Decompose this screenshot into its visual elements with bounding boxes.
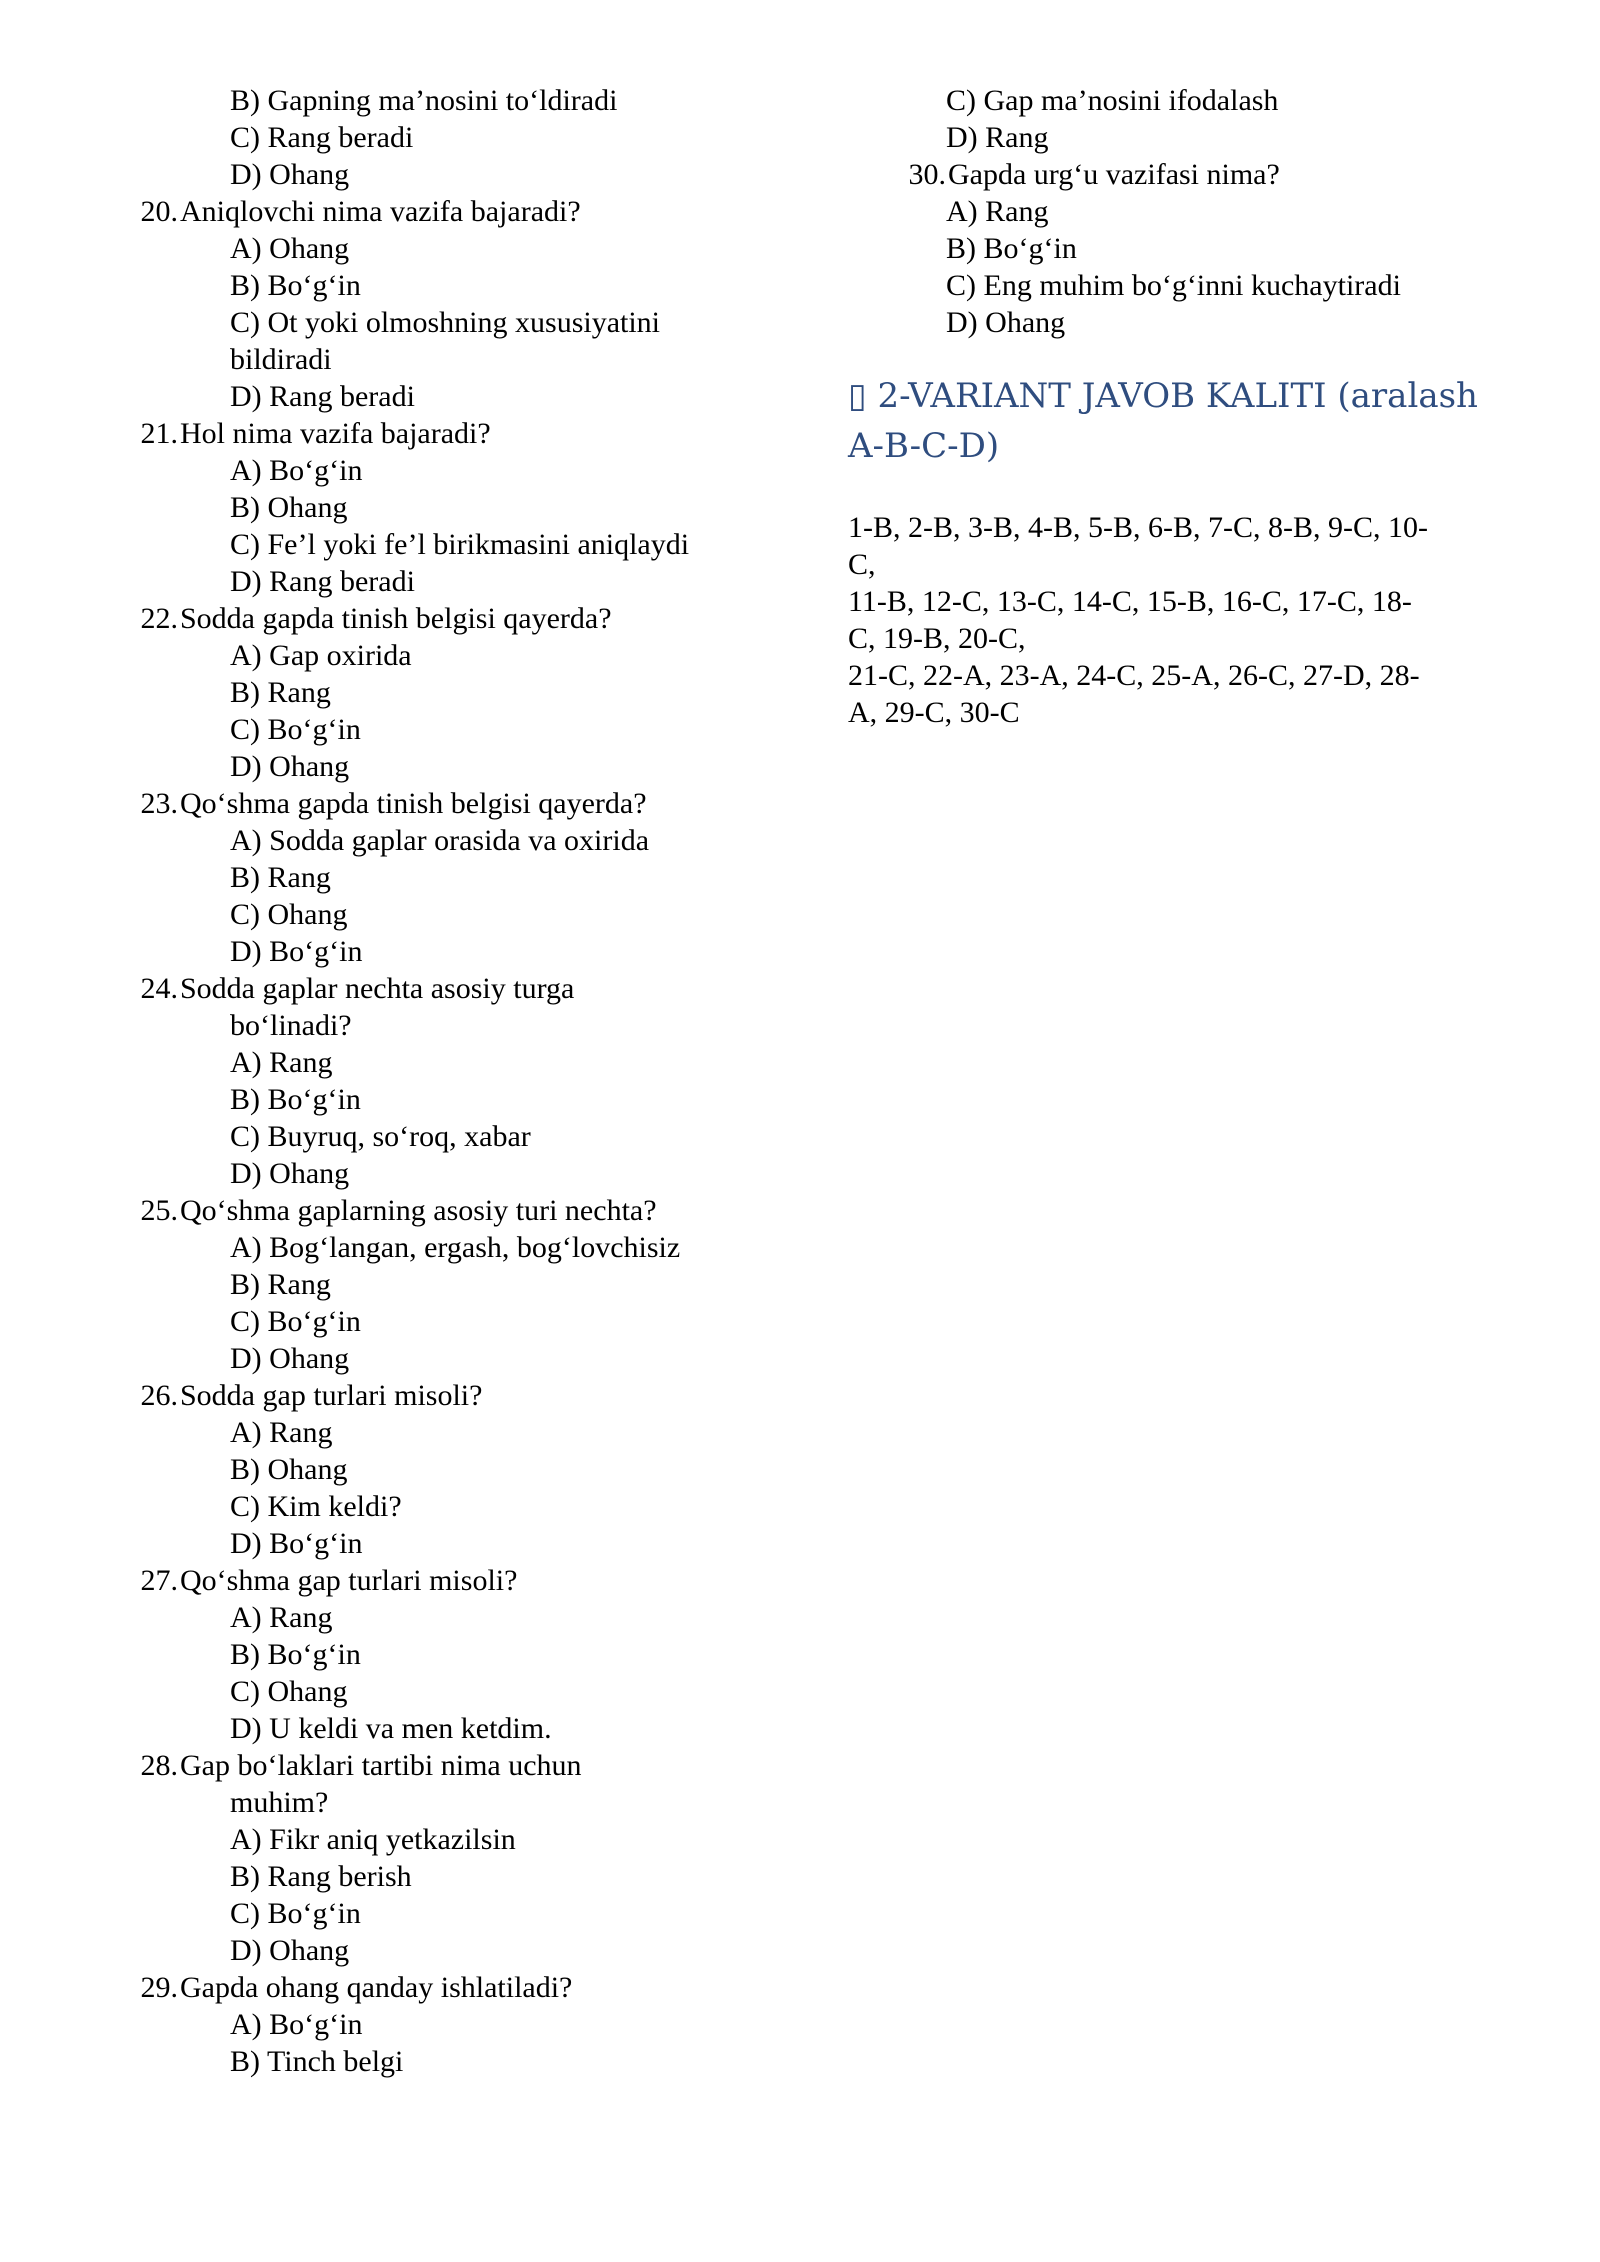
option-line: B) Bo‘g‘in (230, 1083, 361, 1116)
answer-key-line: 11-B, 12-C, 13-C, 14-C, 15-B, 16-C, 17-C, 18- (848, 585, 1412, 618)
question-number: 26. (140, 1379, 178, 1412)
option-line: C) Ohang (230, 1675, 348, 1708)
question-25 (140, 1192, 778, 1229)
question-text: Aniqlovchi nima vazifa bajaradi? (180, 195, 581, 228)
question-22 (140, 600, 778, 637)
option-line: D) Ohang (230, 1934, 350, 1967)
option-line: B) Bo‘g‘in (230, 1638, 361, 1671)
question-number: 28. (140, 1749, 178, 1782)
option-line: C) Ot yoki olmoshning xususiyatini (230, 306, 661, 339)
answer-key-line: C, (848, 548, 876, 581)
question-20 (140, 193, 778, 230)
option-line: D) Ohang (230, 750, 350, 783)
option-line: B) Gapning ma’nosini to‘ldiradi (230, 84, 618, 117)
option-line: A) Rang (230, 1046, 333, 1079)
heading-line: A-B-C-D) (848, 426, 1000, 466)
option-line: B) Rang (230, 861, 331, 894)
answer-key-line: A, 29-C, 30-C (848, 696, 1020, 729)
question-number: 30. (908, 158, 946, 191)
option-line: B) Bo‘g‘in (230, 269, 361, 302)
question-27 (140, 1562, 778, 1599)
answer-key-line: 21-C, 22-A, 23-A, 24-C, 25-A, 26-C, 27-D, 28- (848, 659, 1420, 692)
option-line: C) Ohang (230, 898, 348, 931)
question-23 (140, 785, 778, 822)
question-text: Gapda ohang qanday ishlatiladi? (180, 1971, 573, 2004)
question-text-continued: bo‘linadi? (230, 1009, 352, 1042)
question-text: Qo‘shma gapda tinish belgisi qayerda? (180, 787, 647, 820)
option-line: D) Rang beradi (230, 565, 415, 598)
question-text-continued: muhim? (230, 1786, 329, 1819)
question-number: 22. (140, 602, 178, 635)
question-number: 20. (140, 195, 178, 228)
option-line: bildiradi (230, 343, 332, 376)
option-line: C) Fe’l yoki fe’l birikmasini aniqlaydi (230, 528, 690, 561)
option-line: B) Ohang (230, 1453, 348, 1486)
question-text: Sodda gaplar nechta asosiy turga (180, 972, 575, 1005)
option-line: C) Kim keldi? (230, 1490, 402, 1523)
question-number: 29. (140, 1971, 178, 2004)
option-line: A) Rang (946, 195, 1049, 228)
option-line: A) Ohang (230, 232, 350, 265)
question-text: Sodda gapda tinish belgisi qayerda? (180, 602, 612, 635)
option-line: C) Bo‘g‘in (230, 1897, 361, 1930)
option-line: B) Rang (230, 676, 331, 709)
answer-key (848, 509, 1488, 731)
option-line: A) Sodda gaplar orasida va oxirida (230, 824, 650, 857)
option-line: C) Rang beradi (230, 121, 414, 154)
question-text: Gapda urg‘u vazifasi nima? (948, 158, 1280, 191)
question-24 (140, 970, 778, 1007)
question-number: 25. (140, 1194, 178, 1227)
option-line: A) Bo‘g‘in (230, 2008, 363, 2041)
question-number: 24. (140, 972, 178, 1005)
option-line: A) Fikr aniq yetkazilsin (230, 1823, 516, 1856)
option-line: C) Bo‘g‘in (230, 713, 361, 746)
option-line: A) Rang (230, 1601, 333, 1634)
option-line: D) Bo‘g‘in (230, 935, 363, 968)
question-29 (140, 1969, 778, 2006)
option-line: A) Rang (230, 1416, 333, 1449)
question-number: 21. (140, 417, 178, 450)
question-number: 27. (140, 1564, 178, 1597)
option-line: D) Ohang (946, 306, 1066, 339)
question-text: Qo‘shma gaplarning asosiy turi nechta? (180, 1194, 657, 1227)
option-line: D) Rang beradi (230, 380, 415, 413)
option-line: A) Gap oxirida (230, 639, 412, 672)
question-number: 23. (140, 787, 178, 820)
right-column (848, 82, 1488, 731)
option-line: D) Rang (946, 121, 1049, 154)
answer-key-heading (848, 371, 1488, 471)
answer-key-line: 1-B, 2-B, 3-B, 4-B, 5-B, 6-B, 7-C, 8-B, 9-C, 10- (848, 511, 1428, 544)
question-26 (140, 1377, 778, 1414)
answer-key-line: C, 19-B, 20-C, (848, 622, 1026, 655)
question-21 (140, 415, 778, 452)
left-column (140, 82, 778, 2080)
option-line: B) Ohang (230, 491, 348, 524)
heading-line: ▯ 2-VARIANT JAVOB KALITI (aralash (848, 376, 1478, 416)
option-line: C) Bo‘g‘in (230, 1305, 361, 1338)
question-28 (140, 1747, 778, 1784)
option-line: A) Bog‘langan, ergash, bog‘lovchisiz (230, 1231, 681, 1264)
option-line: C) Buyruq, so‘roq, xabar (230, 1120, 531, 1153)
question-30 (848, 156, 1488, 193)
option-line: D) Ohang (230, 1157, 350, 1190)
question-text: Hol nima vazifa bajaradi? (180, 417, 491, 450)
option-line: D) Bo‘g‘in (230, 1527, 363, 1560)
question-text: Gap bo‘laklari tartibi nima uchun (180, 1749, 582, 1782)
option-line: B) Rang berish (230, 1860, 412, 1893)
option-line: C) Gap ma’nosini ifodalash (946, 84, 1279, 117)
option-line: D) U keldi va men ketdim. (230, 1712, 552, 1745)
question-text: Qo‘shma gap turlari misoli? (180, 1564, 518, 1597)
option-line: D) Ohang (230, 158, 350, 191)
question-text: Sodda gap turlari misoli? (180, 1379, 483, 1412)
option-line: B) Tinch belgi (230, 2045, 404, 2078)
option-line: C) Eng muhim bo‘g‘inni kuchaytiradi (946, 269, 1401, 302)
option-line: B) Rang (230, 1268, 331, 1301)
option-line: A) Bo‘g‘in (230, 454, 363, 487)
option-line: B) Bo‘g‘in (946, 232, 1077, 265)
option-line: D) Ohang (230, 1342, 350, 1375)
